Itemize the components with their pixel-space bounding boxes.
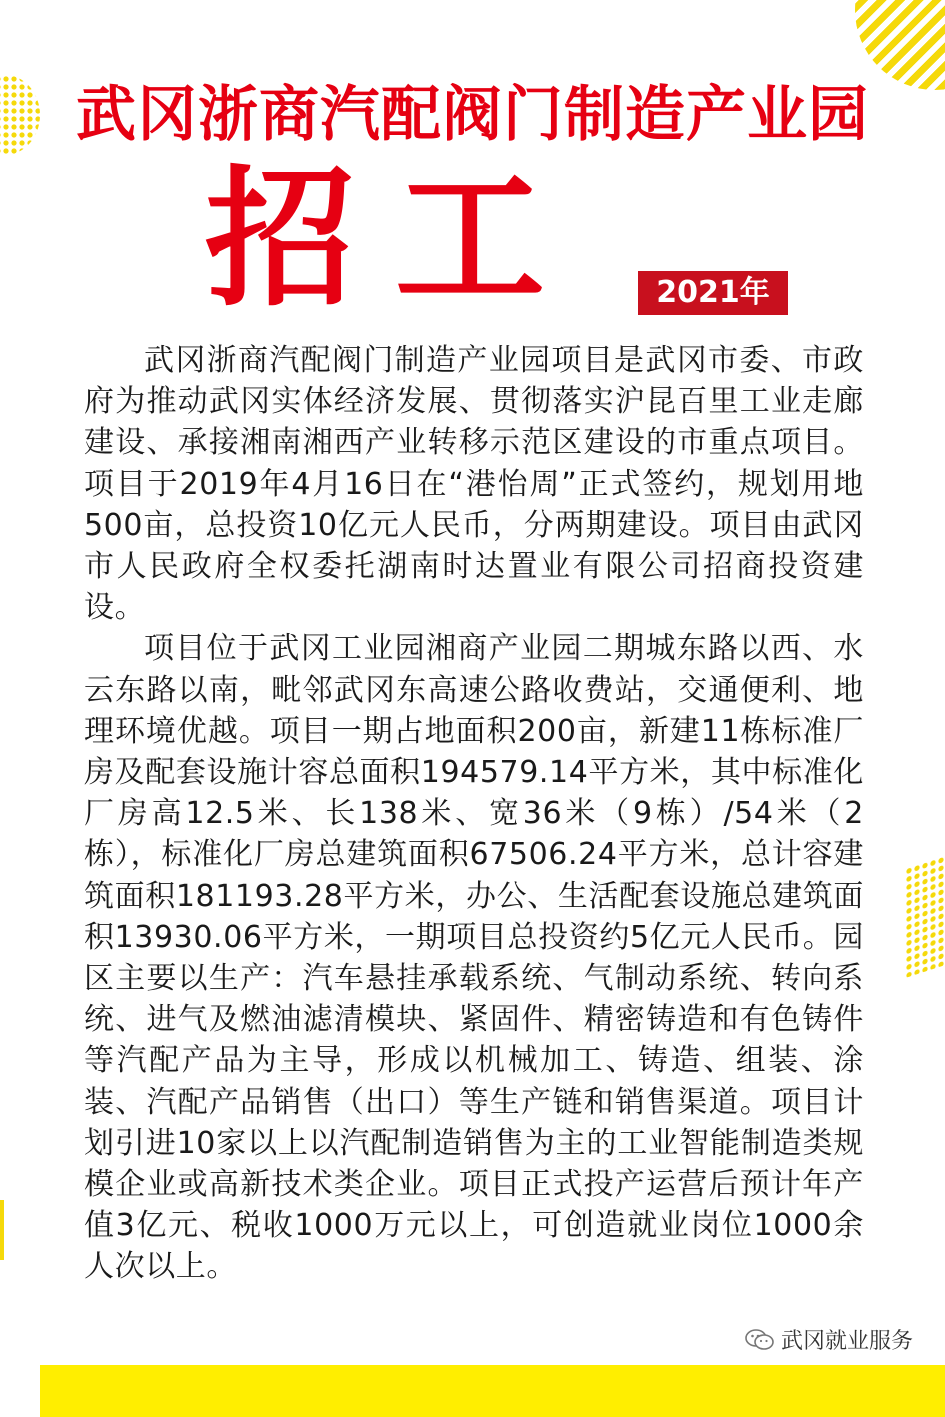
bottom-yellow-band [40, 1365, 945, 1417]
decorative-striped-circle [855, 0, 945, 90]
paragraph-project-location: 项目位于武冈工业园湘商产业园二期城东路以西、水云东路以南，毗邻武冈东高速公路收费站，交通便利、地理环境优越。项目一期占地面积200亩，新建11栋标准厂房及配套设施计容总面积194579.14平方米，其中标准化厂房高12.5米、长138米、宽36米（9栋）/54米（2栋），标准化厂房总建筑面积67506.24平方米，总计容建筑面积181193.28平方米，办公、生活配套设施总建筑面积13930.06平方米，一期项目总投资约5亿元人民币。园区主要以生产：汽车悬挂承载系统、气制动系统、转向系统、进气及燃油滤清模块、紧固件、精密铸造和有色铸件等汽配产品为主导，形成以机械加工、铸造、组装、涂装、汽配产品销售（出口）等生产链和销售渠道。项目计划引进10家以上以汽配制造销售为主的工业智能制造类规模企业或高新技术类企业。项目正式投产运营后预计年产值3亿元、税收1000万元以上，可创造就业岗位1000余人次以上。 [84, 631, 864, 1285]
headline-recruitment: 招工 [205, 153, 586, 327]
footer-brand-label: 武冈就业服务 [780, 1329, 913, 1354]
paragraph-project-overview: 武冈浙商汽配阀门制造产业园项目是武冈市委、市政府为推动武冈实体经济发展、贯彻落实沪昆百里工业走廊建设、承接湘南湘西产业转移示范区建设的市重点项目。项目于2019年4月16日在“港怡周”正式签约，规划用地500亩，总投资10亿元人民币，分两期建设。项目由武冈市人民政府全权委托湖南时达置业有限公司招商投资建设。 [84, 343, 864, 626]
article-body [84, 340, 864, 1288]
wechat-icon [745, 1328, 775, 1352]
page-title: 武冈浙商汽配阀门制造产业园 [76, 80, 869, 150]
footer-brand[interactable] [745, 1324, 913, 1355]
decorative-dot-pattern-right [905, 852, 945, 978]
year-badge: 2021年 [638, 271, 788, 315]
decorative-edge-mark [0, 1200, 4, 1260]
